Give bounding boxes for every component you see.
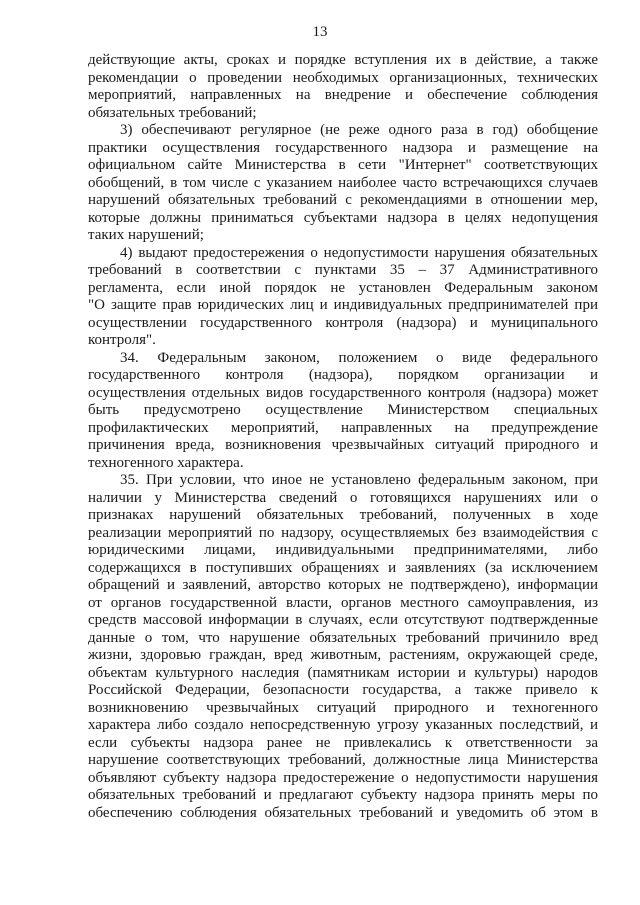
text-line: обобщений, в том числе с указанием наиболее часто встречающихся случаев <box>88 174 598 191</box>
text-line: от органов государственной власти, органов местного самоуправления, из <box>88 594 598 611</box>
text-line: государственного контроля (надзора), порядком организации и <box>88 367 598 383</box>
text-line: рекомендации о проведении необходимых организационных, технических <box>88 69 598 86</box>
text-line: жизни, здоровью граждан, вред животным, растениям, окружающей среде, <box>88 647 598 663</box>
text-line: быть предусмотрено осуществление Министерством специальных <box>88 402 598 418</box>
text-line: обязательных требований; <box>88 104 257 121</box>
text-line: характера либо создало непосредственную угрозу указанных последствий, и <box>88 717 598 733</box>
text-line: действующие акты, сроках и порядке вступления их в действие, а также <box>88 52 598 68</box>
text-line: реализации мероприятий по надзору, осуществляемых без взаимодействия с <box>88 524 598 541</box>
text-line: практики осуществления государственного надзора и размещение на <box>88 139 598 156</box>
text-line: осуществлении государственного контроля (надзора) и муниципального <box>88 314 598 331</box>
text-line: мероприятий, направленных на внедрение и обеспечение соблюдения <box>88 87 598 103</box>
text-line: официальном сайте Министерства в сети "Интернет" соответствующих <box>88 157 598 173</box>
text-line: техногенного характера. <box>88 454 244 471</box>
paragraph <box>88 350 598 473</box>
text-line: профилактических мероприятий, направленных на предупреждение <box>88 419 598 436</box>
text-line: требований в соответствии с пунктами 35 – 37 Административного <box>88 262 598 278</box>
text-line: регламента, если иной порядок не установлен Федеральным законом <box>88 279 598 296</box>
text-line: которые должны приниматься субъектами надзора в целях недопущения <box>88 209 598 226</box>
text-line: 34. Федеральным законом, положением о виде федерального <box>120 349 598 366</box>
text-line: содержащихся в поступивших обращениях и заявлениях (за исключением <box>88 559 598 576</box>
text-line: Российской Федерации, безопасности государства, а также привело к <box>88 682 598 698</box>
text-line: 3) обеспечивают регулярное (не реже одного раза в год) обобщение <box>120 122 598 138</box>
text-line: признаках нарушений обязательных требований, полученных в ходе <box>88 507 598 523</box>
text-line: юридическими лицами, индивидуальными предпринимателями, либо <box>88 542 598 558</box>
text-line: обязательных требований и предлагают субъекту надзора принять меры по <box>88 787 598 803</box>
page-number: 13 <box>312 24 328 40</box>
text-line: контроля". <box>88 332 156 348</box>
text-line: таких нарушений; <box>88 227 204 243</box>
text-line: осуществления отдельных видов государственного контроля (надзора) может <box>88 384 598 401</box>
paragraph <box>88 245 598 350</box>
text-line: 35. При условии, что иное не установлено федеральным законом, при <box>120 472 598 488</box>
text-line: если субъекты надзора ранее не привлекались к ответственности за <box>88 734 598 751</box>
text-line: объектам культурного наследия (памятникам истории и культуры) народов <box>88 664 598 681</box>
text-line: средств массовой информации в случаях, если отсутствуют подтвержденные <box>88 612 598 628</box>
text-line: объявляют субъекту надзора предостережение о недопустимости нарушения <box>88 769 598 786</box>
text-line: причинения вреда, возникновения чрезвычайных ситуаций природного и <box>88 437 598 453</box>
document-body <box>88 52 598 822</box>
paragraph <box>88 52 598 122</box>
text-line: наличии у Министерства сведений о готовящихся нарушениях или о <box>88 489 598 506</box>
text-line: "О защите прав юридических лиц и индивидуальных предпринимателей при <box>88 297 598 313</box>
text-line: 4) выдают предостережения о недопустимости нарушения обязательных <box>120 244 598 261</box>
text-line: возникновению чрезвычайных ситуаций природного и техногенного <box>88 699 598 716</box>
text-line: данные о том, что нарушение обязательных требований причинило вред <box>88 629 598 646</box>
text-line: обращений и заявлений, авторство которых не подтверждено), информации <box>88 577 598 593</box>
text-line: нарушений обязательных требований с рекомендациями в отношении мер, <box>88 192 598 208</box>
text-line: нарушение соответствующих требований, должностные лица Министерства <box>88 752 598 768</box>
paragraph <box>88 472 598 822</box>
paragraph <box>88 122 598 245</box>
text-line: обеспечению соблюдения обязательных требований и уведомить об этом в <box>88 804 598 821</box>
